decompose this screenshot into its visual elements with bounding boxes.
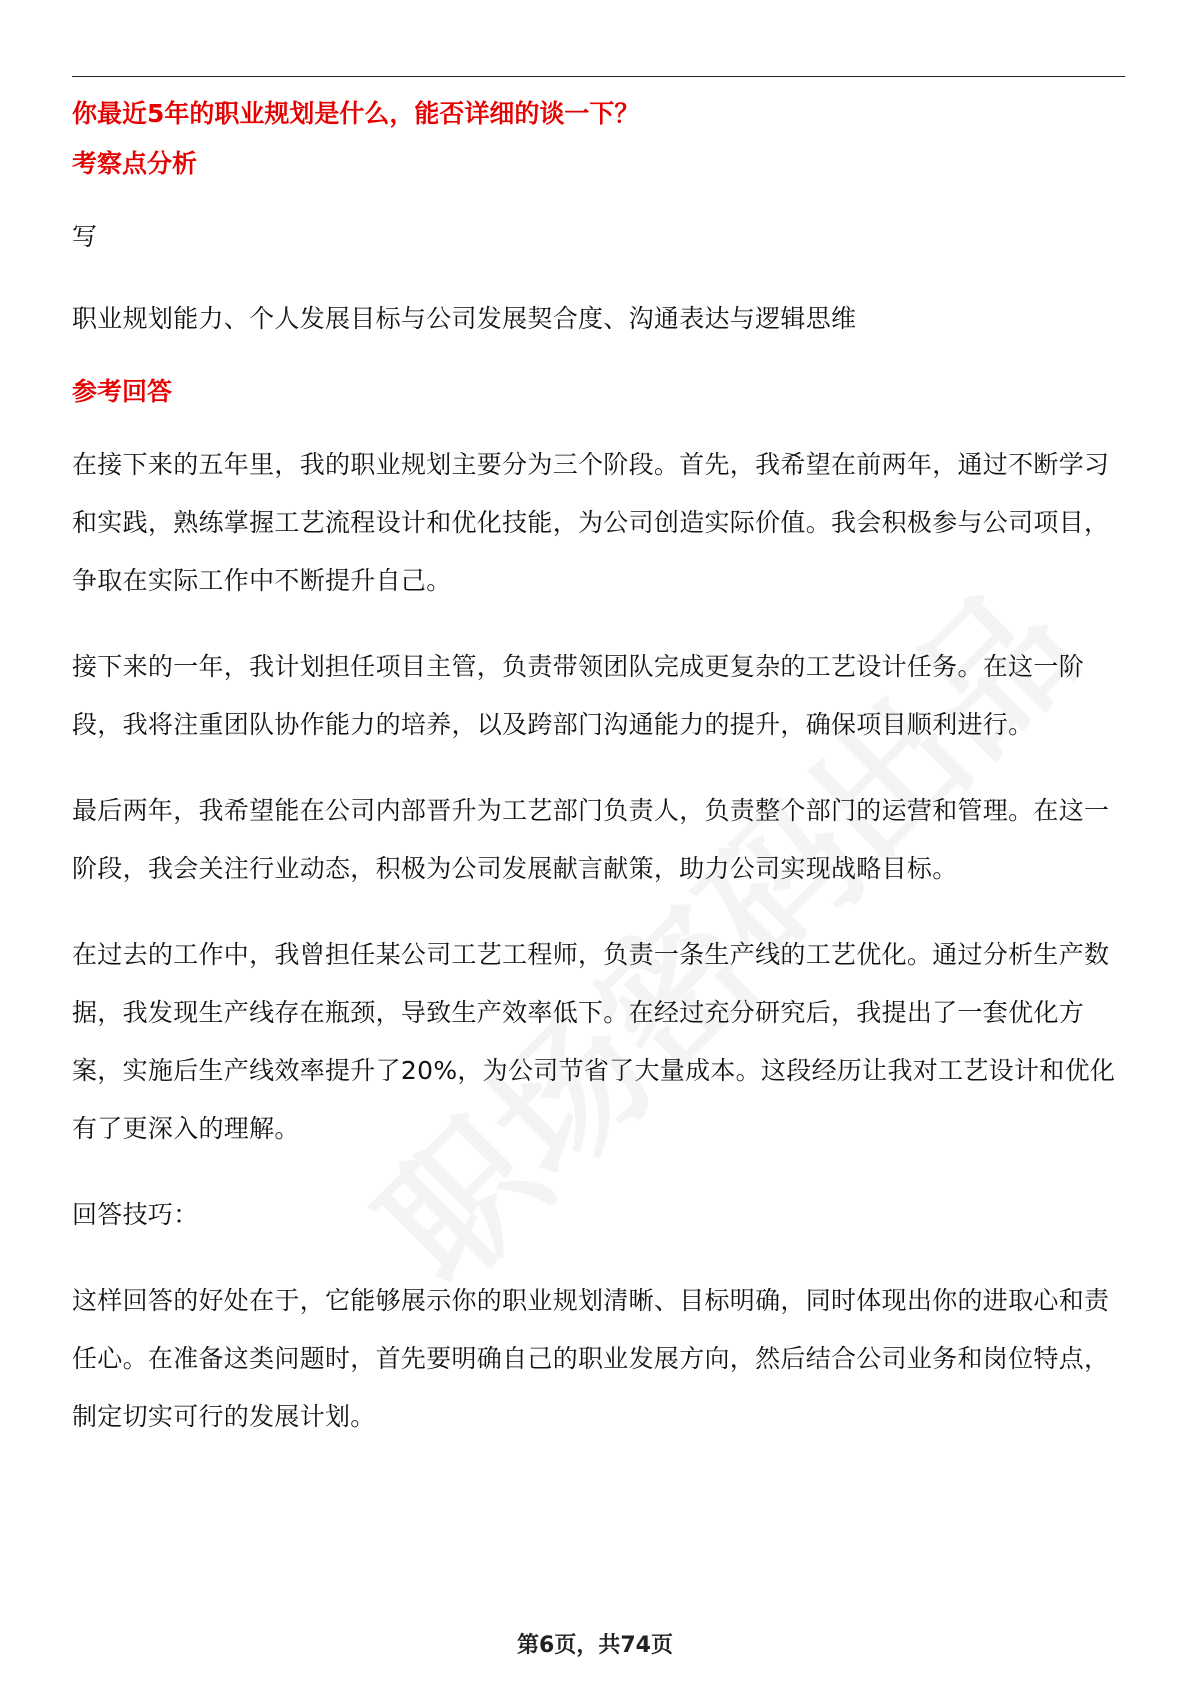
answer-heading: 参考回答: [72, 377, 173, 406]
question-title: 你最近5年的职业规划是什么，能否详细的谈一下？: [72, 99, 640, 128]
page-number: 第6页，共74页: [517, 1633, 673, 1658]
analysis-points: 职业规划能力、个人发展目标与公司发展契合度、沟通表达与逻辑思维: [72, 304, 857, 333]
top-divider: [72, 76, 1125, 77]
answer-paragraph-3: 最后两年，我希望能在公司内部晋升为工艺部门负责人，负责整个部门的运营和管理。在这一阶段，我会关注行业动态，积极为公司发展献言献策，助力公司实现战略目标。: [72, 796, 1110, 883]
answer-paragraph-4: 在过去的工作中，我曾担任某公司工艺工程师，负责一条生产线的工艺优化。通过分析生产数据，我发现生产线存在瓶颈，导致生产效率低下。在经过充分研究后，我提出了一套优化方案，实施后生产线效率提升了20%，为公司节省了大量成本。这段经历让我对工艺设计和优化有了更深入的理解。: [72, 940, 1116, 1143]
tips-paragraph: 这样回答的好处在于，它能够展示你的职业规划清晰、目标明确，同时体现出你的进取心和责任心。在准备这类问题时，首先要明确自己的职业发展方向，然后结合公司业务和岗位特点，制定切实可行的发展计划。: [72, 1286, 1110, 1431]
page-content: [72, 94, 1128, 1446]
analysis-label: 写: [72, 222, 98, 251]
answer-paragraph-2: 接下来的一年，我计划担任项目主管，负责带领团队完成更复杂的工艺设计任务。在这一阶段，我将注重团队协作能力的培养，以及跨部门沟通能力的提升，确保项目顺利进行。: [72, 652, 1085, 739]
tips-heading: 回答技巧：: [72, 1200, 199, 1229]
analysis-heading: 考察点分析: [72, 149, 198, 178]
answer-paragraph-1: 在接下来的五年里，我的职业规划主要分为三个阶段。首先，我希望在前两年，通过不断学习和实践，熟练掌握工艺流程设计和优化技能，为公司创造实际价值。我会积极参与公司项目，争取在实际工作中不断提升自己。: [72, 450, 1110, 595]
